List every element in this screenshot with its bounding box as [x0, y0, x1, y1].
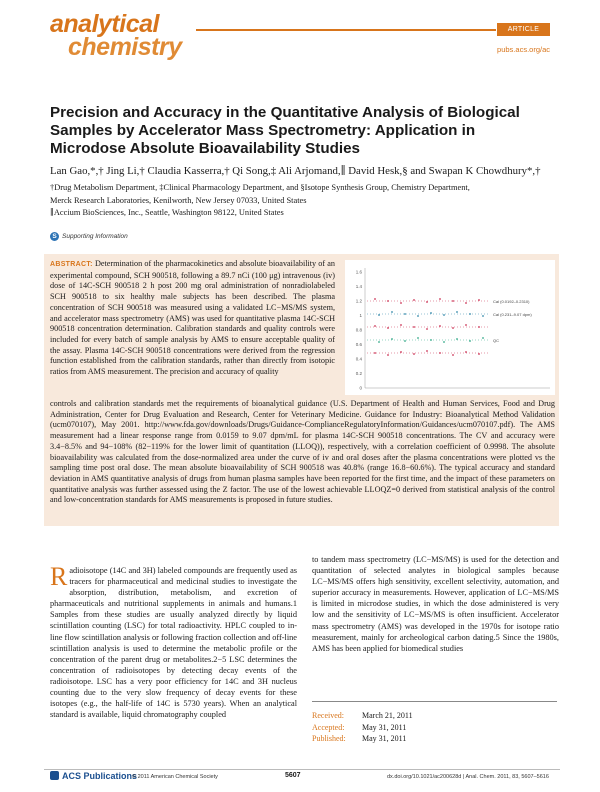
toc-plot — [345, 260, 555, 395]
publisher-name: ACS Publications — [62, 771, 138, 781]
journal-url[interactable]: pubs.acs.org/ac — [497, 45, 550, 54]
supporting-info-icon: S — [50, 232, 59, 241]
data-point — [387, 327, 389, 329]
body-column-left — [50, 562, 297, 720]
y-tick-label: 0 — [359, 385, 362, 391]
data-point — [443, 314, 445, 316]
y-tick-label: 1.4 — [355, 284, 362, 289]
article-history — [312, 701, 557, 745]
affiliation-line: Merck Research Laboratories, Kenilworth, New Jersey 07033, United States — [50, 195, 307, 205]
data-point — [456, 338, 458, 340]
data-point — [400, 302, 402, 304]
drop-cap: R — [50, 562, 68, 591]
abstract-narrow-body: Determination of the pharmacokinetics and absolute bioavailability of an experimental compound, SCH 900518, following a 89.7 nCi (100 μg) intravenous (iv) dose of 14C-SCH 900518 2 h post 200 mg oral administration of nonradiolabeled SCH 900518 to six healthy male subjects has been described. The plasma concentration of SCH 900518 was measured using a validated LC−MS/MS system, and accelerator mass spectrometry (AMS) was used for quantitative plasma 14C-SCH 900518 concentration determination. Calibration standards and quality controls were included for every batch of sample analysis by AMS to ensure acceptable quality of the assay. Plasma 14C-SCH 900518 concentrations were derived from the regression function established from the calibration standards, rather than directly from isotopic ratios from AMS measurement. The precision and accuracy of quality — [50, 259, 336, 377]
data-point — [439, 298, 441, 300]
data-point — [478, 299, 480, 301]
data-point — [404, 340, 406, 342]
logo-line1: analytical — [50, 10, 159, 38]
data-point — [452, 300, 454, 302]
data-point — [452, 354, 454, 356]
data-point — [426, 301, 428, 303]
data-point — [426, 328, 428, 330]
data-point — [443, 341, 445, 343]
author-list: Lan Gao,*,† Jing Li,† Claudia Kasserra,† Qi Song,‡ Ali Arjomand,∥ David Hesk,§ and Swapan K Chowdhury*,† — [50, 165, 541, 177]
data-point — [374, 352, 376, 354]
y-tick-label: 1.6 — [355, 269, 362, 275]
published-date: May 31, 2011 — [362, 734, 407, 743]
data-point — [387, 300, 389, 302]
data-point — [482, 315, 484, 317]
toc-graphic — [345, 260, 555, 395]
data-point — [417, 315, 419, 317]
y-tick-label: 0.2 — [355, 371, 362, 376]
data-point — [400, 351, 402, 353]
data-point — [400, 324, 402, 326]
abstract-text-bottom: controls and calibration standards met the requirements of bioanalytical guidance (U.S. Department of Health and Human Services, Food and Drug Administration, Center for Drug Evaluation and Research, Center for Veterinary Medicine. Guidance for Industry: Bioanalytical Method Validation (ucm070107), May 2001. http://www.fda.gov/downloads/Drugs/Guidance-ComplianceRegulatoryInformation/Guidances/ucm070107.pdf). The AMS measurement had a linear response range from 0.0159 to 9.07 dpm/mL for plasma 14C-SCH 900518 concentrations. The CV and accuracy were 3.4−8.5% and 94−108% (82−119% for the lower limit of quantitation (LLOQ)), respectively, with a correlation coefficient of 0.9998. The absolute bioavailability was calculated from the dose-normalized area under the curve of iv and oral doses after the plasma concentrations were plotted vs the sampling time post oral dose. The mean absolute bioavailability of SCH 900518 was 40.8% (range 16.8−60.6%). The typical accuracy and standard deviation in AMS quantitative analysis of drugs from human plasma samples have been reported for the first time, and the impact of these parameters on quantitative analysis was further assessed using the Z factor. The use of the lowest achievable LLOQZ=0 derived from statistical analysis of the control and low-concentration standards for AMS measurements is proposed in future studies. — [50, 399, 555, 505]
data-point — [413, 326, 415, 328]
page-number: 5607 — [285, 772, 301, 779]
y-tick-label: 1.2 — [355, 298, 362, 304]
received-label: Received: — [312, 711, 344, 720]
y-tick-label: 0.6 — [355, 342, 362, 347]
data-point — [404, 313, 406, 315]
paper-title: Precision and Accuracy in the Quantitative Analysis of Biological Samples by Accelerator Mass Spectrometry: Application in Microdose Absolute Bioavailability Studies — [50, 104, 520, 157]
abstract-label: ABSTRACT: — [50, 261, 93, 268]
affiliation-line: ∥Accium BioSciences, Inc., Seattle, Washington 98122, United States — [50, 208, 284, 217]
data-point — [469, 340, 471, 342]
legend-entry: Cal (0.0192–0.2310) — [493, 299, 530, 304]
data-point — [430, 339, 432, 341]
accepted-date: May 31, 2011 — [362, 722, 407, 732]
data-point — [417, 337, 419, 339]
data-point — [465, 324, 467, 326]
journal-logo — [50, 10, 190, 61]
data-point — [439, 325, 441, 327]
published-label: Published: — [312, 734, 346, 743]
abstract-text-top — [50, 259, 335, 378]
doi-citation[interactable]: dx.doi.org/10.1021/ac200628d | Anal. Chem. 2011, 83, 5607–5616 — [387, 774, 549, 780]
acs-logo-icon — [50, 771, 59, 780]
data-point — [378, 341, 380, 343]
logo-line2: chemistry — [68, 33, 182, 61]
header-rule — [196, 29, 496, 31]
data-point — [391, 338, 393, 340]
acs-publications-logo[interactable] — [50, 771, 137, 781]
data-point — [430, 312, 432, 314]
y-tick-label: 0.8 — [355, 327, 362, 333]
data-point — [465, 302, 467, 304]
data-point — [374, 298, 376, 300]
data-point — [391, 311, 393, 313]
data-point — [478, 353, 480, 355]
data-point — [413, 299, 415, 301]
y-tick-label: 0.4 — [355, 356, 362, 362]
data-point — [378, 314, 380, 316]
legend-entry: Cal (0.231–9.07 dpm) — [493, 312, 532, 317]
body-left-text: adioisotope (14C and 3H) labeled compounds are frequently used as tracers for pharmaceutical and medicinal studies to investigate the absorption, distribution, metabolism, and excretion of pharmaceuticals and nutritional supplements in animals and humans.1 Samples from these studies are usually analyzed directly by liquid scintillation counting (LSC) for total radioactivity. HPLC coupled to in-line flow scintillation analysis or following fraction collection and off-line scintillation analysis is used to determine the metabolic profile or the concentration of the parent drug or metabolites.2−5 LSC determines the concentration of radioisotopes by detecting decay events of the radioisotope. LSC has a very poor efficiency for 14C and 3H nucleus counting due to the very slow frequency of decay events for these isotopes (e.g., the half-life of 14C is 5730 years). When an analytical standard is available, liquid chromatography coupled — [50, 566, 297, 720]
body-column-right: to tandem mass spectrometry (LC−MS/MS) is used for the detection and quantitation of selected analytes in biological samples because LC−MS/MS offers high sensitivity, excellent selectivity, automation, and superior accuracy in measurements. However, application of LC−MS/MS is limited in microdose studies, in which the dose administered is very low and the sensitivity of LC−MS/MS is often insufficient. Accelerator mass spectrometry (AMS) was developed in the 1970s for isotope ratio measurement, mainly for archeological carbon dating.5 Since the 1980s, AMS has been applied for biomedical studies — [312, 555, 559, 653]
affiliations — [50, 182, 560, 220]
data-point — [387, 354, 389, 356]
legend-entry: QC — [493, 338, 499, 343]
supporting-info-label: Supporting Information — [62, 233, 128, 241]
received-date: March 21, 2011 — [362, 711, 413, 720]
data-point — [374, 325, 376, 327]
data-point — [478, 326, 480, 328]
article-type-badge: ARTICLE — [497, 23, 550, 36]
accepted-label: Accepted: — [312, 722, 345, 732]
data-point — [413, 353, 415, 355]
data-point — [439, 352, 441, 354]
data-point — [482, 337, 484, 339]
y-tick-label: 1 — [359, 313, 362, 318]
footer-rule — [44, 769, 560, 770]
data-point — [465, 351, 467, 353]
data-point — [426, 350, 428, 352]
data-point — [452, 327, 454, 329]
data-point — [469, 313, 471, 315]
supporting-info-link[interactable] — [50, 232, 128, 241]
affiliation-line: †Drug Metabolism Department, ‡Clinical Pharmacology Department, and §Isotope Synthesis Group, Chemistry Department, — [50, 183, 470, 192]
copyright-notice: © 2011 American Chemical Society — [132, 774, 218, 780]
data-point — [456, 311, 458, 313]
